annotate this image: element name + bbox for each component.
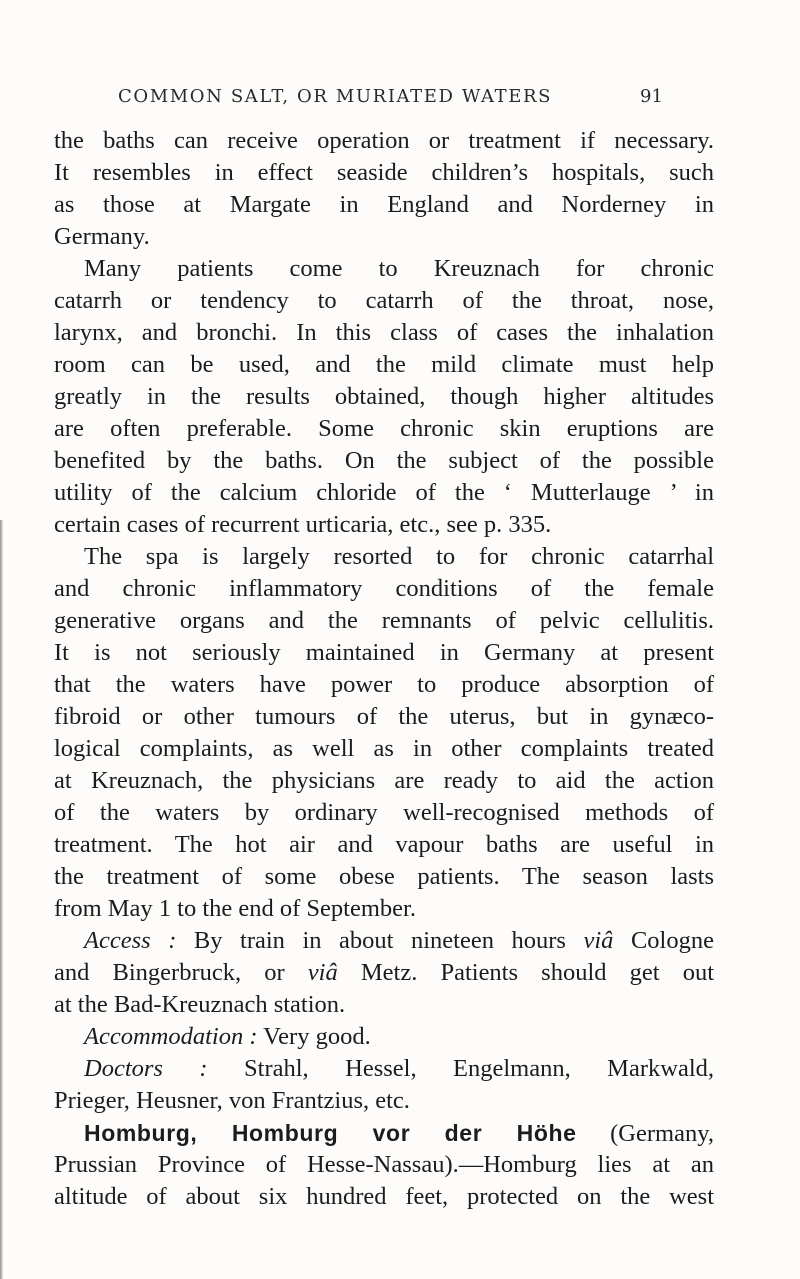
text-line: that the waters have power to produce absorption of — [54, 671, 714, 698]
text-line: It is not seriously maintained in Germany at present — [54, 639, 714, 666]
text-line: of the waters by ordinary well-recognised methods of — [54, 799, 714, 826]
homburg-line: altitude of about six hundred feet, protected on the west — [54, 1183, 714, 1210]
body-text — [54, 125, 714, 1213]
text-line: at Kreuznach, the physicians are ready to aid the action — [54, 767, 714, 794]
text-line: as those at Margate in England and Norderney in — [54, 191, 714, 218]
via-word: viâ — [583, 927, 614, 954]
text-line: treatment. The hot air and vapour baths are useful in — [54, 831, 714, 858]
access-text: and Bingerbruck, or — [54, 959, 308, 986]
accommodation-line — [54, 1021, 714, 1053]
place-heading: Homburg, Homburg vor der Höhe — [84, 1120, 577, 1146]
access-line — [54, 925, 714, 957]
text-line: larynx, and bronchi. In this class of cases the inhalation — [54, 319, 714, 346]
page-number: 91 — [640, 86, 663, 107]
homburg-line: Prussian Province of Hesse-Nassau).—Homburg lies at an — [54, 1151, 714, 1178]
text-line: generative organs and the remnants of pelvic cellulitis. — [54, 607, 714, 634]
page-binding-shadow — [0, 520, 3, 1279]
text-line: certain cases of recurrent urticaria, etc., see p. 335. — [54, 511, 552, 538]
doctors-text: Strahl, Hessel, Engelmann, Markwald, — [207, 1055, 714, 1082]
via-word: viâ — [307, 959, 338, 986]
doctors-label: Doctors : — [84, 1055, 208, 1082]
text-line: Many patients come to Kreuznach for chronic — [84, 255, 714, 282]
access-label: Access : — [84, 927, 177, 954]
text-line: are often preferable. Some chronic skin eruptions are — [54, 415, 714, 442]
text-line: benefited by the baths. On the subject of the possible — [54, 447, 714, 474]
access-text: Metz. Patients should get out — [337, 959, 715, 986]
text-line: room can be used, and the mild climate must help — [54, 351, 714, 378]
text-line: catarrh or tendency to catarrh of the throat, nose, — [54, 287, 714, 314]
text-line: the baths can receive operation or treatment if necessary. — [54, 127, 714, 154]
access-line: at the Bad-Kreuznach station. — [54, 991, 346, 1018]
homburg-text: (Germany, — [576, 1120, 714, 1147]
accommodation-label: Accommodation : — [84, 1023, 258, 1050]
text-line: greatly in the results obtained, though higher altitudes — [54, 383, 714, 410]
text-line: utility of the calcium chloride of the ‘ Mutterlauge ’ in — [54, 479, 714, 506]
text-line: It resembles in effect seaside children’s hospitals, such — [54, 159, 714, 186]
access-line — [54, 957, 714, 989]
text-line: the treatment of some obese patients. The season lasts — [54, 863, 714, 890]
text-line: Germany. — [54, 223, 150, 250]
text-line: fibroid or other tumours of the uterus, but in gynæco- — [54, 703, 714, 730]
homburg-line — [54, 1117, 714, 1149]
accommodation-value: Very good. — [257, 1023, 371, 1050]
text-line: from May 1 to the end of September. — [54, 895, 416, 922]
doctors-line — [54, 1053, 714, 1085]
access-text: By train in about nineteen hours — [176, 927, 584, 954]
text-line: The spa is largely resorted to for chronic catarrhal — [84, 543, 714, 570]
text-line: logical complaints, as well as in other complaints treated — [54, 735, 714, 762]
running-head — [0, 78, 800, 118]
text-line: and chronic inflammatory conditions of the female — [54, 575, 714, 602]
access-text: Cologne — [613, 927, 714, 954]
doctors-line: Prieger, Heusner, von Frantzius, etc. — [54, 1087, 410, 1114]
running-title: COMMON SALT, OR MURIATED WATERS — [118, 86, 553, 107]
